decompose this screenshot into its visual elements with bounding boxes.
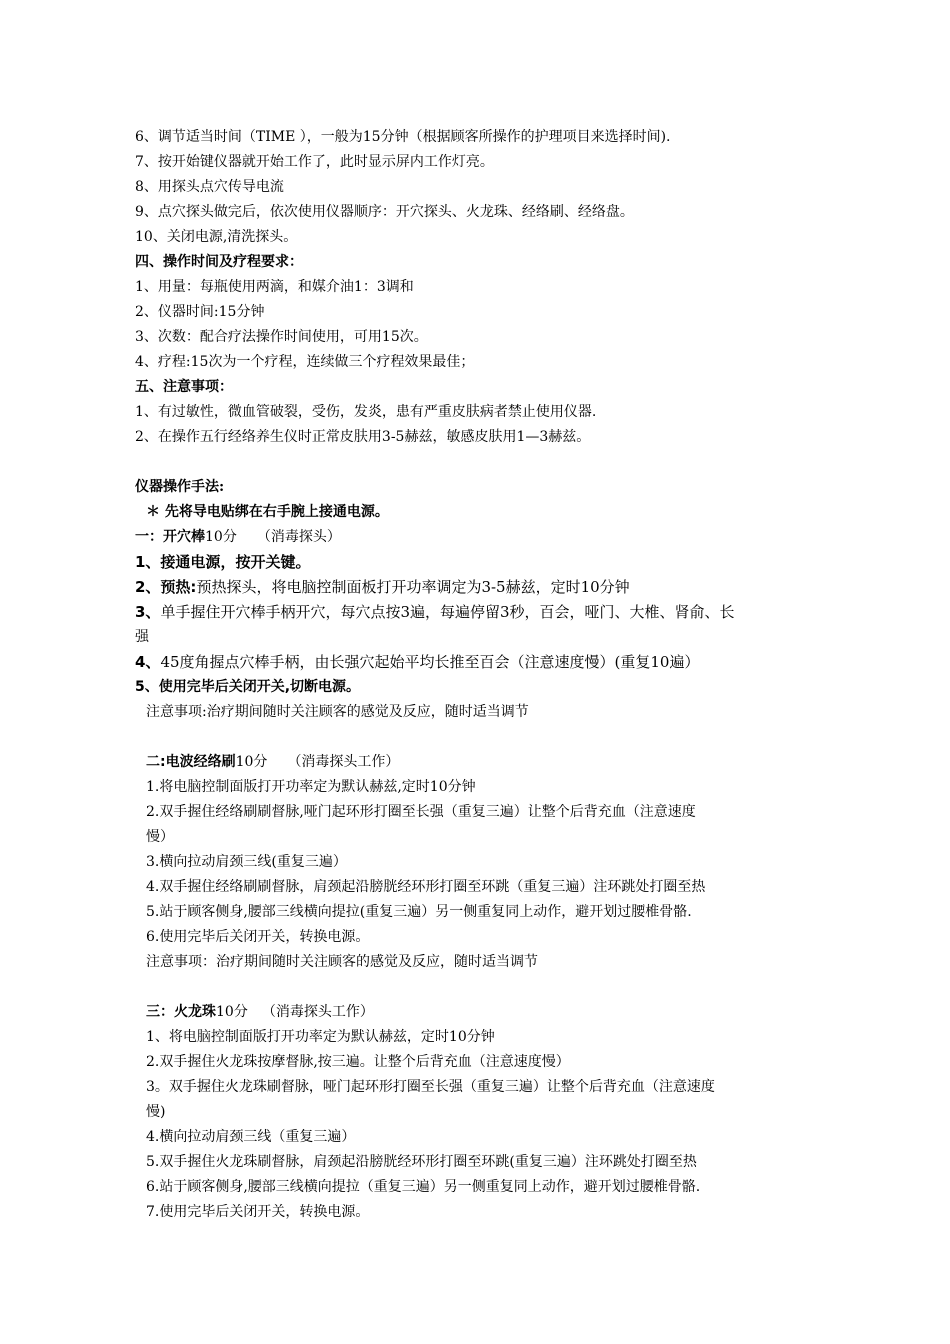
part1-step-lead: 3、 <box>135 603 161 621</box>
section-five-heading: 五、注意事项： <box>135 379 233 395</box>
part1-step-continued: 强 <box>135 629 149 645</box>
part2-step: 4.双手握住经络刷刷督脉，肩颈起沿膀胱经环形打圈至环跳（重复三遍）注环跳处打圈至热 <box>146 879 706 895</box>
section-four-item: 1、用量：每瓶使用两滴，和媒介油1：3调和 <box>135 279 414 295</box>
part1-step-lead: 2、预热: <box>135 578 197 596</box>
part2-step: 1.将电脑控制面版打开功率定为默认赫兹,定时10分钟 <box>146 779 476 795</box>
step-9-line: 9、点穴探头做完后，依次使用仪器顺序：开穴探头、火龙珠、经络刷、经络盘。 <box>135 204 634 220</box>
part3-step: 7.使用完毕后关闭开关，转换电源。 <box>146 1204 370 1220</box>
part1-title: 一：开穴棒 <box>135 529 205 545</box>
part2-heading <box>146 752 399 772</box>
section-four-heading: 四、操作时间及疗程要求： <box>135 254 303 270</box>
part3-time: 10分 <box>216 1004 248 1020</box>
part1-step <box>135 602 735 622</box>
part2-time: 10分 <box>235 754 268 770</box>
step-6-line: 6、调节适当时间（TIME ），一般为15分钟（根据顾客所操作的护理项目来选择时间). <box>135 129 671 145</box>
part1-step: 1、接通电源，按开关键。 <box>135 553 311 571</box>
section-four-item: 3、次数：配合疗法操作时间使用，可用15次。 <box>135 329 428 345</box>
part3-step: 1、将电脑控制面版打开功率定为默认赫兹，定时10分钟 <box>146 1029 495 1045</box>
part3-step: 4.横向拉动肩颈三线（重复三遍） <box>146 1129 356 1145</box>
part3-step-continued: 慢) <box>146 1104 166 1120</box>
part3-note: （消毒探头工作） <box>261 1004 374 1020</box>
section-four-item: 2、仪器时间:15分钟 <box>135 304 265 320</box>
part3-title: 三：火龙珠 <box>146 1004 216 1020</box>
step-8-line: 8、用探头点穴传导电流 <box>135 179 284 195</box>
part1-step-text: 45度角握点穴棒手柄，由长强穴起始平均长推至百会（注意速度慢）(重复10遍） <box>160 653 700 671</box>
part1-time: 10分 <box>205 529 237 545</box>
part3-step: 3。双手握住火龙珠刷督脉，哑门起环形打圈至长强（重复三遍）让整个后背充血（注意速度 <box>146 1079 715 1095</box>
step-10-line: 10、关闭电源,清洗探头。 <box>135 229 298 245</box>
part1-step-text: 预热探头，将电脑控制面板打开功率调定为3-5赫兹，定时10分钟 <box>196 578 630 596</box>
section-four-item: 4、疗程:15次为一个疗程，连续做三个疗程效果最佳； <box>135 354 475 370</box>
part1-caution: 注意事项:治疗期间随时关注顾客的感觉及反应，随时适当调节 <box>146 704 529 720</box>
part1-step: 5、使用完毕后关闭开关,切断电源。 <box>135 679 361 695</box>
part2-title: 二:电波经络刷 <box>146 754 236 770</box>
step-7-line: 7、按开始键仪器就开始工作了，此时显示屏内工作灯亮。 <box>135 154 494 170</box>
part2-note: （消毒探头工作） <box>287 754 400 770</box>
part3-step: 5.双手握住火龙珠刷督脉，肩颈起沿膀胱经环形打圈至环跳(重复三遍）注环跳处打圈至热 <box>146 1154 697 1170</box>
part2-step: 6.使用完毕后关闭开关，转换电源。 <box>146 929 370 945</box>
section-five-item: 1、有过敏性，微血管破裂，受伤，发炎，患有严重皮肤病者禁止使用仪器. <box>135 404 597 420</box>
part1-step-lead: 4、 <box>135 653 161 671</box>
part3-step: 6.站于顾客侧身,腰部三线横向提拉（重复三遍）另一侧重复同上动作，避开划过腰椎骨骼. <box>146 1179 701 1195</box>
part2-step: 2.双手握住经络刷刷督脉,哑门起环形打圈至长强（重复三遍）让整个后背充血（注意速度 <box>146 804 696 820</box>
method-intro: ＊ 先将导电贴绑在右手腕上接通电源。 <box>146 504 389 520</box>
part3-heading <box>146 1002 374 1022</box>
part3-step: 2.双手握住火龙珠按摩督脉,按三遍。让整个后背充血（注意速度慢） <box>146 1054 570 1070</box>
part2-step-continued: 慢） <box>146 829 174 845</box>
part2-step: 3.横向拉动肩颈三线(重复三遍） <box>146 854 347 870</box>
part1-heading <box>135 527 341 547</box>
method-heading: 仪器操作手法: <box>135 479 225 495</box>
part2-step: 5.站于顾客侧身,腰部三线横向提拉(重复三遍）另一侧重复同上动作，避开划过腰椎骨骼. <box>146 904 692 920</box>
part2-caution: 注意事项：治疗期间随时关注顾客的感觉及反应，随时适当调节 <box>146 954 538 970</box>
section-five-item: 2、在操作五行经络养生仪时正常皮肤用3-5赫兹，敏感皮肤用1—3赫兹。 <box>135 429 591 445</box>
part1-step <box>135 577 630 597</box>
part1-step <box>135 652 699 672</box>
part1-step-text: 单手握住开穴棒手柄开穴，每穴点按3遍，每遍停留3秒，百会，哑门、大椎、肾俞、长 <box>160 603 735 621</box>
part1-note: （消毒探头） <box>256 529 341 545</box>
